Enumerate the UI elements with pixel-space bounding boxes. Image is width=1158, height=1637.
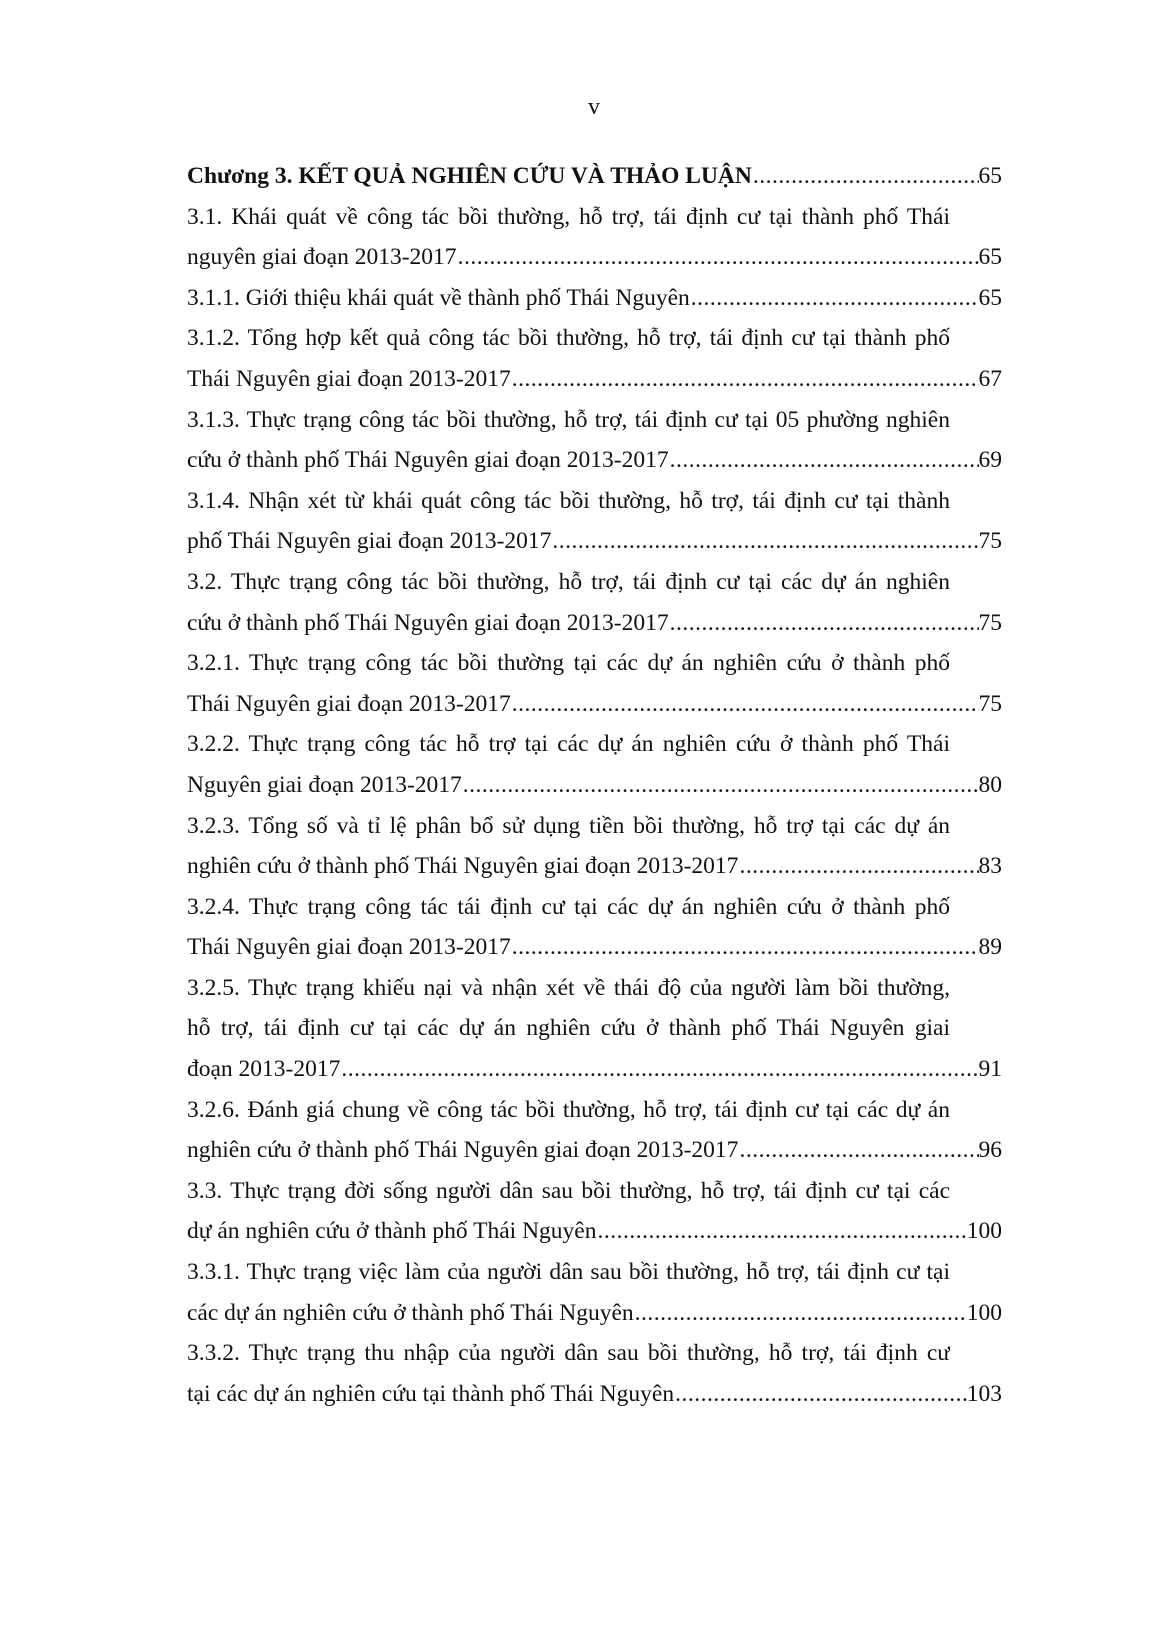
dot-leader [511, 927, 979, 968]
toc-page-number: 75 [978, 528, 1002, 555]
toc-page-number: 96 [978, 1137, 1002, 1164]
dot-leader [596, 1211, 966, 1252]
toc-entry-line [187, 1374, 1002, 1415]
toc-page-number: 89 [978, 934, 1002, 961]
toc-entry-label: đoạn 2013-2017 [187, 1056, 341, 1083]
toc-page-number: 67 [978, 365, 1002, 392]
toc-entry[interactable] [187, 1171, 1002, 1252]
toc-page-number: 100 [966, 1299, 1002, 1326]
toc-entry-line [187, 1293, 1002, 1334]
toc-entry-line [187, 278, 1002, 319]
toc-entry[interactable] [187, 643, 1002, 724]
toc-entry-label: Nguyên giai đoạn 2013-2017 [187, 771, 462, 798]
toc-entry-text-line: 3.1. Khái quát về công tác bồi thường, hỗ trợ, tái định cư tại thành phố Thái [187, 203, 950, 230]
toc-entry-label: dự án nghiên cứu ở thành phố Thái Nguyên [187, 1218, 597, 1245]
toc-entry[interactable] [187, 724, 1002, 805]
toc-page-number: 100 [966, 1218, 1002, 1245]
toc-entry-line [187, 765, 1002, 806]
dot-leader [738, 846, 978, 887]
dot-leader [674, 1374, 967, 1415]
toc-entry-label: Thái Nguyên giai đoạn 2013-2017 [187, 690, 511, 717]
toc-entry-text-line: 3.2. Thực trạng công tác bồi thường, hỗ trợ, tái định cư tại các dự án nghiên [187, 568, 950, 595]
toc-entry-line [187, 846, 1002, 887]
dot-leader [669, 440, 979, 481]
toc-entry-line [187, 156, 1002, 197]
toc-entry-label: cứu ở thành phố Thái Nguyên giai đoạn 2013-2017 [187, 447, 669, 474]
toc-entry-label: nghiên cứu ở thành phố Thái Nguyên giai đoạn 2013-2017 [187, 1137, 739, 1164]
toc-entry-text-line: 3.1.3. Thực trạng công tác bồi thường, hỗ trợ, tái định cư tại 05 phường nghiên [187, 406, 950, 433]
toc-entry-line [187, 237, 1002, 278]
toc-entry-text-line: 3.1.2. Tổng hợp kết quả công tác bồi thường, hỗ trợ, tái định cư tại thành phố [187, 325, 950, 352]
toc-entry-text-line: 3.2.6. Đánh giá chung về công tác bồi thường, hỗ trợ, tái định cư tại các dự án [187, 1096, 950, 1123]
toc-entry-label: nghiên cứu ở thành phố Thái Nguyên giai đoạn 2013-2017 [187, 853, 739, 880]
toc-entry-text-line: 3.3.2. Thực trạng thu nhập của người dân sau bồi thường, hỗ trợ, tái định cư [187, 1340, 950, 1367]
dot-leader [634, 1293, 967, 1334]
toc-page-number: 75 [978, 609, 1002, 636]
dot-leader [462, 765, 979, 806]
dot-leader [340, 1049, 978, 1090]
toc-entry-label: nguyên giai đoạn 2013-2017 [187, 244, 457, 271]
toc-entry-label: Thái Nguyên giai đoạn 2013-2017 [187, 934, 511, 961]
dot-leader [511, 684, 979, 725]
toc-entry[interactable] [187, 318, 1002, 399]
toc-page-number: 65 [978, 244, 1002, 271]
toc-entry-line [187, 521, 1002, 562]
page-number: v [588, 94, 600, 120]
toc-entry-line [187, 927, 1002, 968]
toc-entry-line [187, 440, 1002, 481]
toc-entry[interactable] [187, 1252, 1002, 1333]
toc-entry[interactable] [187, 1333, 1002, 1414]
toc-entries [187, 197, 1002, 1415]
toc-entry[interactable] [187, 968, 1002, 1090]
toc-entry-label: các dự án nghiên cứu ở thành phố Thái Nguyên [187, 1299, 634, 1326]
dot-leader [752, 156, 979, 197]
dot-leader [457, 237, 979, 278]
toc-entry[interactable] [187, 197, 1002, 278]
toc-entry-label: 3.1.1. Giới thiệu khái quát về thành phố Thái Nguyên [187, 284, 690, 311]
toc-entry-line [187, 1130, 1002, 1171]
toc-entry-line [187, 603, 1002, 644]
toc-page-number: 69 [978, 447, 1002, 474]
toc-entry[interactable] [187, 887, 1002, 968]
toc-entry-label: Chương 3. KẾT QUẢ NGHIÊN CỨU VÀ THẢO LUẬN [187, 163, 752, 189]
toc-entry[interactable] [187, 481, 1002, 562]
dot-leader [690, 278, 979, 319]
toc-entry-line [187, 1049, 1002, 1090]
toc-entry-text-line: 3.2.4. Thực trạng công tác tái định cư tại các dự án nghiên cứu ở thành phố [187, 893, 950, 920]
toc-page-number: 65 [978, 163, 1002, 189]
toc-entry[interactable] [187, 806, 1002, 887]
toc-entry-text-line: 3.2.1. Thực trạng công tác bồi thường tại các dự án nghiên cứu ở thành phố [187, 650, 950, 677]
toc-page-number: 91 [978, 1056, 1002, 1083]
toc-entry-chapter-3[interactable] [187, 156, 1002, 197]
toc-entry-line [187, 1211, 1002, 1252]
toc-page-number: 75 [978, 690, 1002, 717]
toc-entry[interactable] [187, 562, 1002, 643]
dot-leader [551, 521, 978, 562]
toc-entry-text-line: 3.2.5. Thực trạng khiếu nại và nhận xét về thái độ của người làm bồi thường, [187, 974, 950, 1001]
dot-leader [511, 359, 979, 400]
toc-entry-text-line: 3.2.3. Tổng số và tỉ lệ phân bổ sử dụng tiền bồi thường, hỗ trợ tại các dự án [187, 812, 950, 839]
toc-entry-line [187, 359, 1002, 400]
toc-entry-text-line: 3.2.2. Thực trạng công tác hỗ trợ tại các dự án nghiên cứu ở thành phố Thái [187, 731, 950, 758]
toc-entry[interactable] [187, 400, 1002, 481]
toc-entry-label: tại các dự án nghiên cứu tại thành phố Thái Nguyên [187, 1380, 675, 1407]
toc-entry-line [187, 684, 1002, 725]
toc-page-number: 65 [978, 284, 1002, 311]
toc-entry-label: Thái Nguyên giai đoạn 2013-2017 [187, 365, 511, 392]
toc-entry-text-line: hỗ trợ, tái định cư tại các dự án nghiên cứu ở thành phố Thái Nguyên giai [187, 1015, 950, 1042]
toc-page-number: 80 [978, 771, 1002, 798]
dot-leader [669, 603, 979, 644]
dot-leader [738, 1130, 978, 1171]
toc-entry[interactable] [187, 1090, 1002, 1171]
toc-entry-text-line: 3.3.1. Thực trạng việc làm của người dân sau bồi thường, hỗ trợ, tái định cư tại [187, 1259, 950, 1286]
toc-page-number: 83 [978, 853, 1002, 880]
toc-entry-text-line: 3.1.4. Nhận xét từ khái quát công tác bồi thường, hỗ trợ, tái định cư tại thành [187, 487, 950, 514]
toc-entry-label: phố Thái Nguyên giai đoạn 2013-2017 [187, 528, 552, 555]
toc-entry-label: cứu ở thành phố Thái Nguyên giai đoạn 2013-2017 [187, 609, 669, 636]
table-of-contents [187, 156, 1002, 1414]
toc-entry-text-line: 3.3. Thực trạng đời sống người dân sau bồi thường, hỗ trợ, tái định cư tại các [187, 1177, 950, 1204]
toc-page-number: 103 [966, 1380, 1002, 1407]
toc-entry[interactable] [187, 278, 1002, 319]
